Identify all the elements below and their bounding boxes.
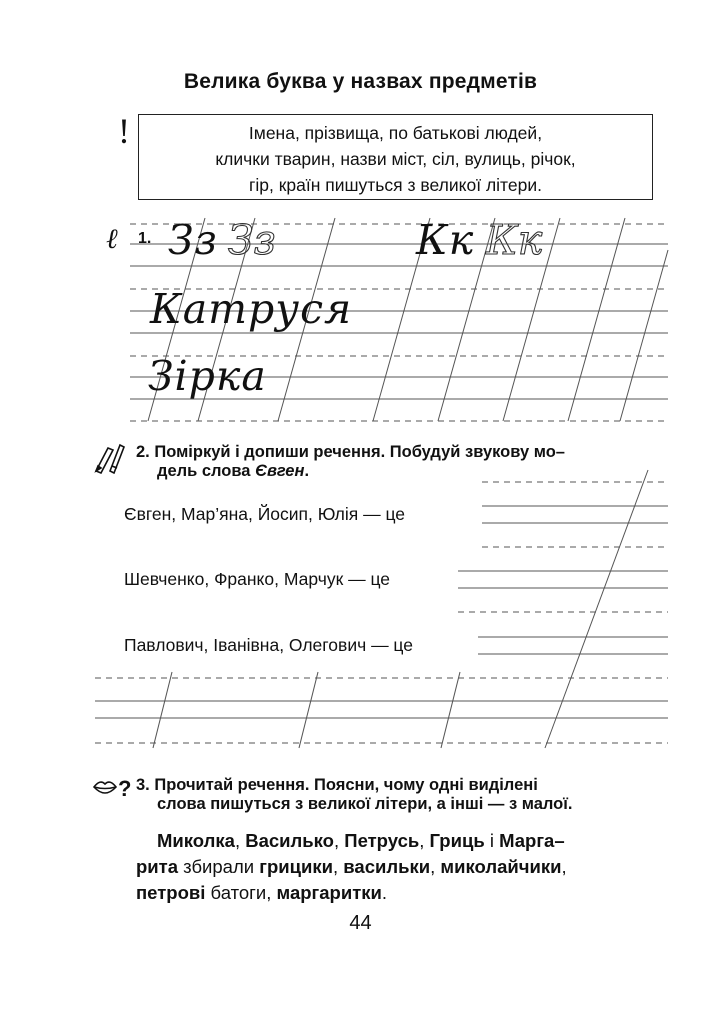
cursive-l-icon: ℓ [106,222,118,255]
rule-line: клички тварин, назви міст, сіл, вулиць, річок, [215,149,576,169]
highlighted-word: петрові [136,882,206,903]
exercise-2-task [136,443,565,481]
plain-text: , [561,856,567,877]
highlighted-word: Василько [245,830,334,851]
exercise-3-task-line2: слова пишуться з великої літери, а інші — з малої. [157,795,573,813]
exercise-2-task-line1: Поміркуй і допиши речення. Побудуй звукову мо– [154,443,565,461]
rule-line: Імена, прізвища, по батькові людей, [248,123,543,143]
highlighted-word: маргаритки [276,882,382,903]
highlighted-word: Гриць [429,830,485,851]
sentence-surnames: Шевченко, Франко, Марчук — це [124,569,391,589]
exercise-3-task [136,776,676,814]
highlighted-word: васильки [343,856,431,877]
highlighted-word: рита [136,856,179,877]
cursive-letters-z: Зз [168,216,218,264]
sentence-names: Євген, Мар’яна, Йосип, Юлія — це [124,504,406,524]
rule-line: гір, країн пишуться з великої літери. [249,175,542,195]
plain-text: батоги, [205,882,277,903]
plain-text: , [333,856,344,877]
cursive-letters-k: Кк [416,216,475,264]
exercise-3-text-line [136,854,676,880]
plain-text: , [430,856,441,877]
exercise-2-number: 2. [136,443,150,461]
highlighted-word: миколайчики [440,856,562,877]
plain-text: , [334,830,345,851]
exercise-3-text-line [136,880,676,906]
plain-text: збирали [178,856,260,877]
cursive-word-zirka: Зірка [148,352,267,400]
highlighted-word: грицики [259,856,333,877]
plain-text: і [484,830,500,851]
page-number: 44 [349,912,372,934]
plain-text: . [381,882,388,903]
exercise-2-task-line2-prefix: дель слова [157,462,256,480]
exercise-1-number: 1. [138,230,152,247]
highlighted-word: Миколка [157,830,235,851]
exercise-3-text-line [136,828,676,854]
lips-question-icon [92,775,132,805]
plain-text: , [419,830,430,851]
exclamation-icon: ! [118,111,130,151]
exercise-3-task-line1: Прочитай речення. Поясни, чому одні виділені [154,776,538,794]
exercise-2-task-line2-suffix: . [304,462,310,480]
traced-letters-z: Зз [228,216,276,264]
plain-text: , [234,830,246,851]
svg-text:?: ? [118,776,132,801]
traced-letters-k: Кк [486,216,543,264]
pencil-pen-icon [92,440,128,474]
page-title: Велика буква у назвах предметів [183,70,538,93]
highlighted-word: Петрусь [344,830,420,851]
sentence-patronymics: Павлович, Іванівна, Олегович — це [124,635,413,655]
cursive-word-katrusia: Катруся [150,285,353,333]
exercise-2-task-word: Євген [255,462,305,480]
exercise-3-text [136,828,676,906]
highlighted-word: Марга– [499,830,565,851]
exercise-3-number: 3. [136,776,150,794]
